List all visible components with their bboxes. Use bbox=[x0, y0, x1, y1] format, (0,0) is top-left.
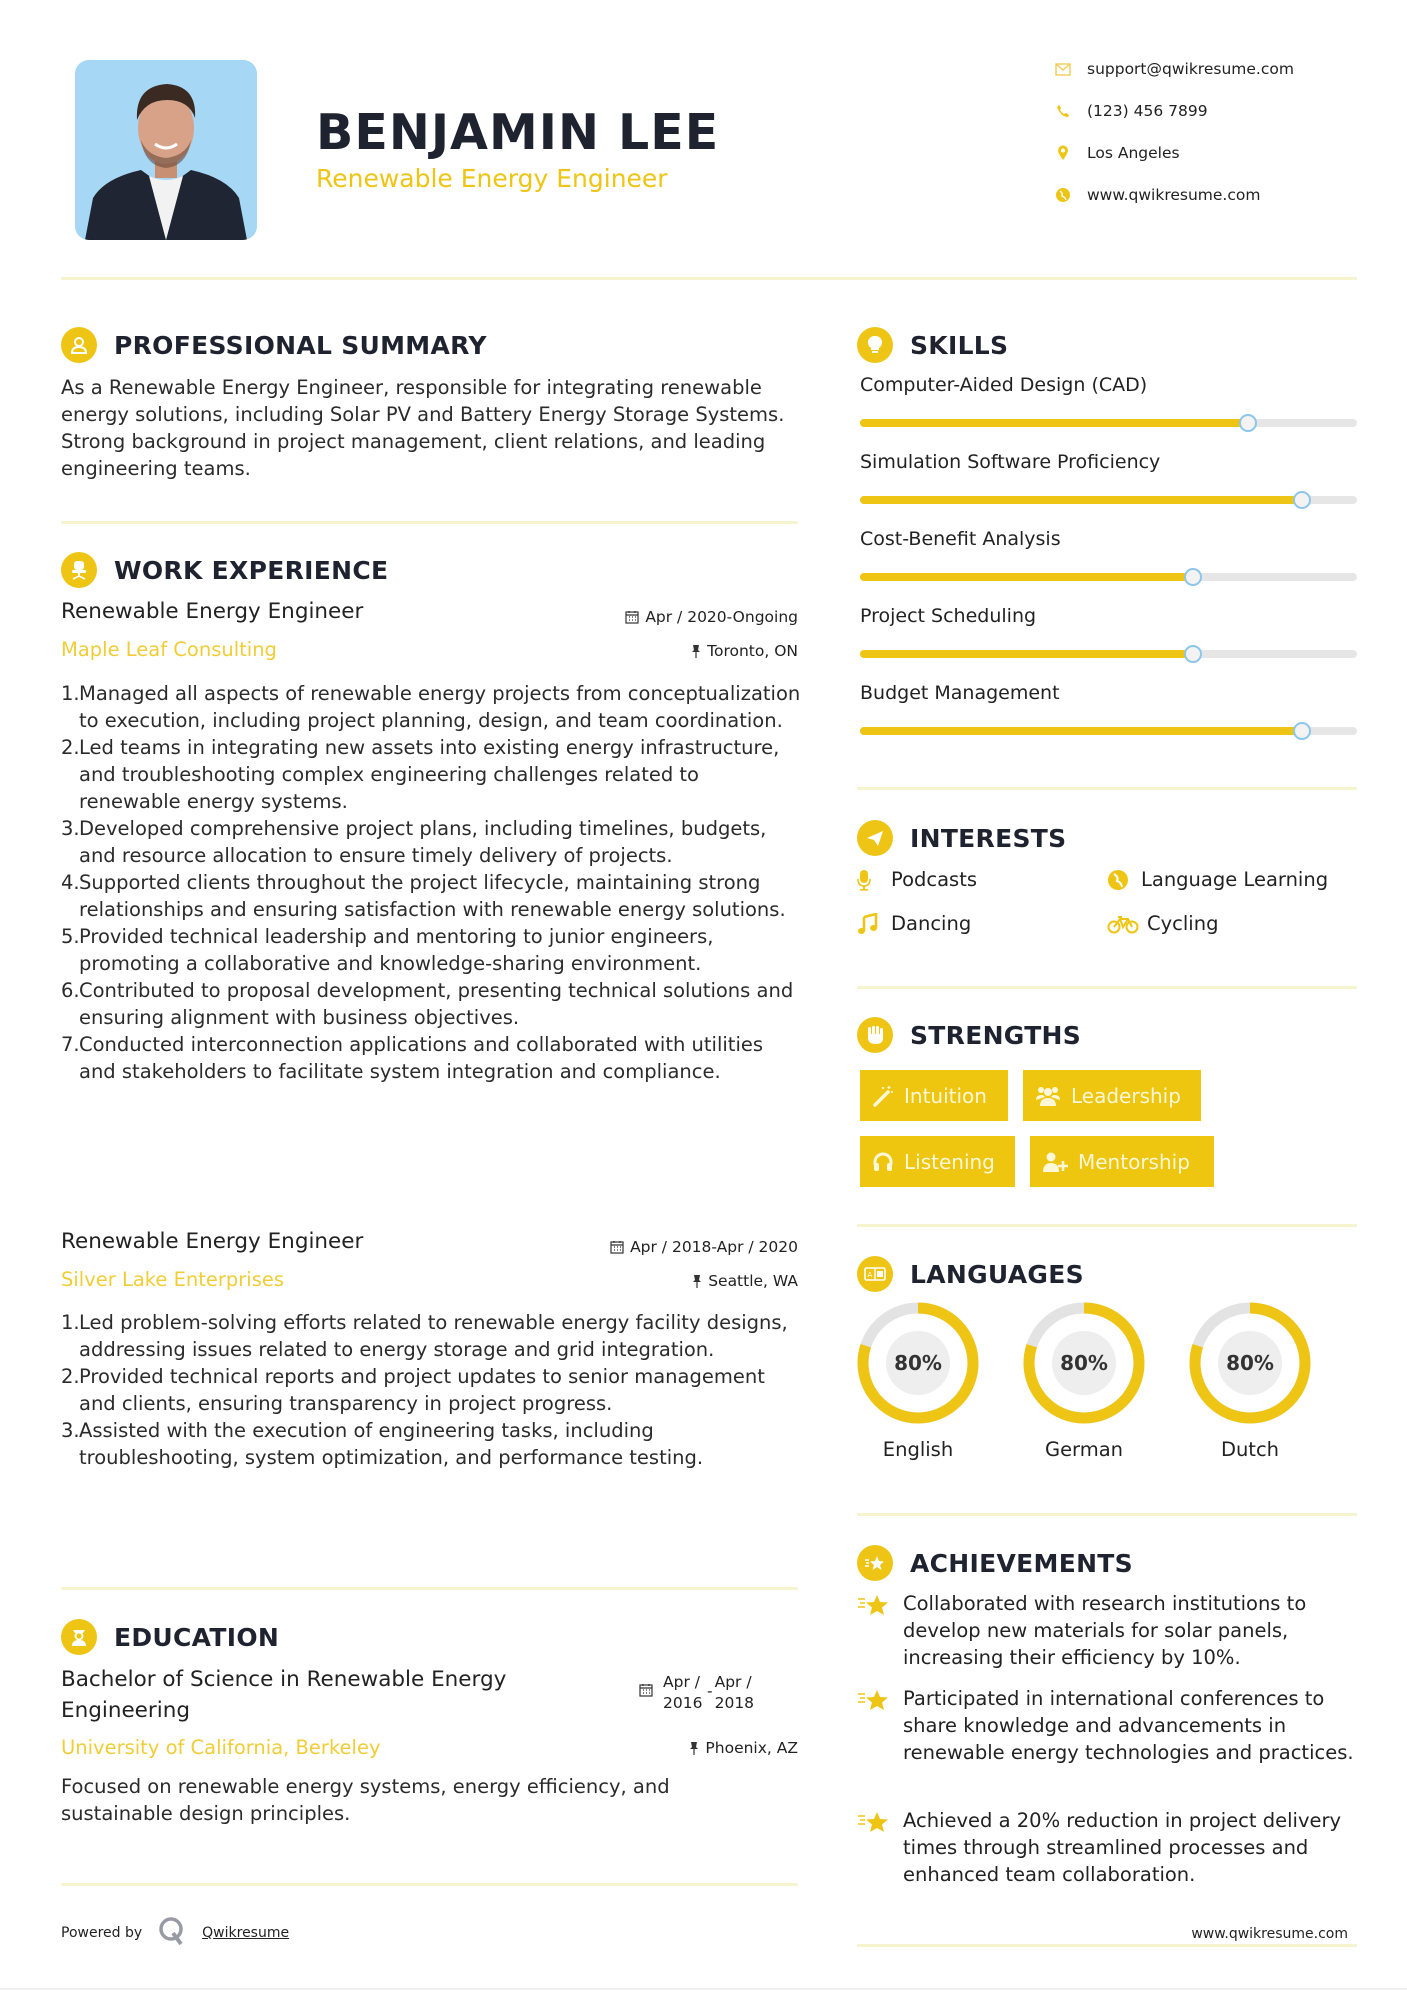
job-2-duties bbox=[61, 1309, 801, 1471]
fist-icon bbox=[857, 1017, 893, 1053]
users-icon bbox=[1035, 1085, 1061, 1107]
interest-label: Language Learning bbox=[1141, 868, 1329, 891]
job-2-dates-text: Apr / 2018-Apr / 2020 bbox=[630, 1238, 798, 1256]
education-dates bbox=[639, 1672, 759, 1714]
language-ring bbox=[1023, 1302, 1145, 1424]
achievement-item bbox=[857, 1685, 1357, 1766]
education-divider bbox=[61, 1883, 798, 1886]
education-separator: - bbox=[707, 1682, 713, 1700]
header-divider bbox=[61, 277, 1357, 280]
bicycle-icon bbox=[1107, 914, 1139, 934]
language-ring bbox=[857, 1302, 979, 1424]
headphones-icon bbox=[872, 1151, 894, 1173]
microphone-icon bbox=[857, 869, 883, 891]
skill-level-fill bbox=[860, 419, 1248, 427]
language-label: German bbox=[1044, 1438, 1124, 1461]
powered-by-label: Powered by bbox=[61, 1925, 143, 1941]
duty-item: 2. Led teams in integrating new assets into existing energy infrastructure, and troubleshooting complex engineering challenges related to renewable energy systems. bbox=[61, 736, 780, 813]
contact-phone[interactable] bbox=[1052, 99, 1208, 123]
skill-label: Cost-Benefit Analysis bbox=[860, 528, 1061, 550]
job-1-company: Maple Leaf Consulting bbox=[61, 638, 277, 661]
globe-icon bbox=[1107, 869, 1133, 891]
contact-location-text: Los Angeles bbox=[1087, 144, 1180, 162]
strength-badge-listening bbox=[860, 1136, 1015, 1187]
interest-language-learning bbox=[1107, 868, 1328, 891]
skill-label: Computer-Aided Design (CAD) bbox=[860, 374, 1148, 396]
language-percent: 80% bbox=[886, 1331, 950, 1395]
achievement-text: Achieved a 20% reduction in project delivery times through streamlined processes and enhanced team collaboration. bbox=[903, 1809, 1342, 1886]
music-note-icon bbox=[857, 913, 883, 935]
globe-icon bbox=[1052, 184, 1074, 206]
svg-text:A: A bbox=[867, 1271, 873, 1279]
contact-website[interactable] bbox=[1052, 183, 1260, 207]
achievement-text: Participated in international conferences to share knowledge and advancements in renewable energy technologies and practices. bbox=[903, 1687, 1354, 1764]
duty-item: 2. Provided technical reports and project updates to senior management and clients, ensuring transparency in project progress. bbox=[61, 1365, 765, 1415]
interests-divider bbox=[857, 986, 1357, 989]
skill-level-fill bbox=[860, 727, 1302, 735]
achievements-heading bbox=[857, 1545, 1133, 1581]
duty-item: 5. Provided technical leadership and mentoring to junior engineers, promoting a collaborative and knowledge-sharing environment. bbox=[61, 925, 714, 975]
skill-level-fill bbox=[860, 650, 1193, 658]
duty-item: 7. Conducted interconnection applications and collaborated with utilities and stakeholders to facilitate system integration and compliance. bbox=[61, 1033, 764, 1083]
strength-badge-intuition bbox=[860, 1070, 1008, 1121]
skill-level-bar bbox=[860, 727, 1357, 735]
summary-heading bbox=[61, 327, 487, 363]
degree-title: Bachelor of Science in Renewable Energy Engineering bbox=[61, 1667, 507, 1723]
interests-heading bbox=[857, 820, 1066, 856]
job-2-dates bbox=[610, 1238, 798, 1256]
strength-label: Intuition bbox=[904, 1083, 987, 1108]
education-end: Apr / 2018 bbox=[714, 1673, 755, 1712]
skill-label: Simulation Software Proficiency bbox=[860, 451, 1161, 473]
language-label: Dutch bbox=[1220, 1438, 1280, 1461]
interest-dancing bbox=[857, 912, 971, 935]
skill-level-fill bbox=[860, 573, 1193, 581]
summary-text: As a Renewable Energy Engineer, responsible for integrating renewable energy solutions, including Solar PV and Battery Energy Storage Systems. Strong background in project management, client relations, and leading engineering teams. bbox=[61, 376, 785, 480]
skill-level-knob bbox=[1293, 491, 1311, 509]
shooting-star-icon bbox=[857, 1545, 893, 1581]
job-1-location-text: Toronto, ON bbox=[707, 642, 798, 660]
job-2-company: Silver Lake Enterprises bbox=[61, 1268, 285, 1291]
duty-item: 3. Assisted with the execution of engineering tasks, including troubleshooting, system optimization, and performance testing. bbox=[61, 1419, 704, 1469]
achievement-item bbox=[857, 1590, 1357, 1671]
skill-level-knob bbox=[1239, 414, 1257, 432]
interest-label: Dancing bbox=[891, 912, 972, 935]
experience-divider bbox=[61, 1587, 798, 1590]
duty-item: 1. Managed all aspects of renewable energy projects from conceptualization to execution, including project planning, design, and team coordination. bbox=[61, 682, 801, 732]
job-1-dates bbox=[625, 608, 798, 626]
strength-label: Mentorship bbox=[1078, 1149, 1190, 1174]
education-title: EDUCATION bbox=[114, 1622, 280, 1652]
pushpin-icon bbox=[692, 1274, 702, 1288]
strengths-title: STRENGTHS bbox=[910, 1020, 1082, 1050]
job-1-title: Renewable Energy Engineer bbox=[61, 599, 364, 624]
education-location bbox=[689, 1739, 798, 1757]
education-description: Focused on renewable energy systems, energy efficiency, and sustainable design principles. bbox=[61, 1775, 670, 1825]
skill-level-bar bbox=[860, 419, 1357, 427]
qwikresume-link[interactable]: Qwikresume bbox=[202, 1925, 290, 1941]
qwikresume-logo-icon bbox=[158, 1916, 186, 1950]
strengths-divider bbox=[857, 1224, 1357, 1227]
duty-item: 3. Developed comprehensive project plans, including timelines, budgets, and resource allocation to ensure timely delivery of projects. bbox=[61, 817, 767, 867]
interest-podcasts bbox=[857, 868, 977, 891]
education-start: Apr / 2016 bbox=[663, 1673, 703, 1712]
interests-title: INTERESTS bbox=[910, 823, 1067, 853]
office-chair-icon bbox=[61, 552, 97, 588]
education-heading bbox=[61, 1619, 279, 1655]
user-plus-icon bbox=[1042, 1151, 1068, 1173]
school-name: University of California, Berkeley bbox=[61, 1736, 381, 1759]
skill-level-bar bbox=[860, 573, 1357, 581]
calendar-icon bbox=[610, 1240, 624, 1254]
profile-photo bbox=[75, 60, 257, 240]
interest-cycling bbox=[1107, 912, 1218, 935]
experience-heading bbox=[61, 552, 388, 588]
contact-email-text: support@qwikresume.com bbox=[1087, 60, 1294, 78]
skills-title: SKILLS bbox=[910, 330, 1009, 360]
skill-level-knob bbox=[1184, 645, 1202, 663]
magic-wand-icon bbox=[872, 1085, 894, 1107]
footer-powered-by bbox=[61, 1916, 289, 1950]
job-1-dates-text: Apr / 2020-Ongoing bbox=[645, 608, 798, 626]
skills-heading bbox=[857, 327, 1008, 363]
languages-title: LANGUAGES bbox=[910, 1259, 1084, 1289]
skill-level-bar bbox=[860, 496, 1357, 504]
skill-level-fill bbox=[860, 496, 1302, 504]
languages-divider bbox=[857, 1513, 1357, 1516]
strengths-heading bbox=[857, 1017, 1081, 1053]
interest-label: Cycling bbox=[1147, 912, 1219, 935]
map-pin-icon bbox=[1052, 142, 1074, 164]
contact-email[interactable] bbox=[1052, 57, 1294, 81]
job-2-location bbox=[692, 1272, 798, 1290]
languages-heading bbox=[857, 1256, 1084, 1292]
language-ring bbox=[1189, 1302, 1311, 1424]
pushpin-icon bbox=[689, 1741, 699, 1755]
strength-label: Listening bbox=[904, 1149, 995, 1174]
language-label: English bbox=[882, 1438, 954, 1461]
strength-badge-leadership bbox=[1023, 1070, 1201, 1121]
skills-divider bbox=[857, 787, 1357, 790]
strength-badge-mentorship bbox=[1030, 1136, 1214, 1187]
job-1-duties bbox=[61, 680, 801, 1085]
achievement-text: Collaborated with research institutions to develop new materials for solar panels, increasing their efficiency by 10%. bbox=[903, 1592, 1307, 1669]
education-location-text: Phoenix, AZ bbox=[705, 1739, 798, 1757]
pushpin-icon bbox=[691, 644, 701, 658]
duty-item: 1. Led problem-solving efforts related to renewable energy facility designs, addressing issues related to energy storage and grid integration. bbox=[61, 1311, 788, 1361]
contact-location bbox=[1052, 141, 1180, 165]
footer-website[interactable]: www.qwikresume.com bbox=[1191, 1926, 1348, 1942]
experience-title: WORK EXPERIENCE bbox=[114, 555, 389, 585]
skill-level-knob bbox=[1293, 722, 1311, 740]
summary-title: PROFESSIONAL SUMMARY bbox=[114, 330, 487, 360]
contact-phone-text: (123) 456 7899 bbox=[1087, 102, 1208, 120]
envelope-icon bbox=[1052, 58, 1074, 80]
person-photo-icon bbox=[75, 60, 257, 240]
job-2-location-text: Seattle, WA bbox=[708, 1272, 798, 1290]
calendar-icon bbox=[625, 610, 639, 624]
skill-label: Budget Management bbox=[860, 682, 1060, 704]
shooting-star-icon bbox=[857, 1590, 903, 1671]
achievements-divider bbox=[857, 1944, 1357, 1947]
duty-item: 6. Contributed to proposal development, presenting technical solutions and ensuring alignment with business objectives. bbox=[61, 979, 794, 1029]
duty-item: 4. Supported clients throughout the project lifecycle, maintaining strong relationships and ensuring satisfaction with renewable energy solutions. bbox=[61, 871, 786, 921]
translate-icon bbox=[857, 1256, 893, 1292]
strength-label: Leadership bbox=[1071, 1083, 1181, 1108]
contact-website-text: www.qwikresume.com bbox=[1087, 186, 1261, 204]
user-icon bbox=[61, 327, 97, 363]
skill-level-bar bbox=[860, 650, 1357, 658]
summary-divider bbox=[61, 521, 798, 524]
language-percent: 80% bbox=[1218, 1331, 1282, 1395]
candidate-name: BENJAMIN LEE bbox=[316, 104, 720, 161]
shooting-star-icon bbox=[857, 1807, 903, 1888]
lightbulb-icon bbox=[857, 327, 893, 363]
calendar-icon bbox=[639, 1682, 653, 1698]
language-percent: 80% bbox=[1052, 1331, 1116, 1395]
skill-label: Project Scheduling bbox=[860, 605, 1037, 627]
shooting-star-icon bbox=[857, 1685, 903, 1766]
achievement-item bbox=[857, 1807, 1357, 1888]
interest-label: Podcasts bbox=[891, 868, 978, 891]
skill-level-knob bbox=[1184, 568, 1202, 586]
phone-icon bbox=[1052, 100, 1074, 122]
job-2-title: Renewable Energy Engineer bbox=[61, 1229, 364, 1254]
candidate-title: Renewable Energy Engineer bbox=[316, 164, 668, 193]
job-1-location bbox=[691, 642, 798, 660]
graduate-icon bbox=[61, 1619, 97, 1655]
paper-plane-icon bbox=[857, 820, 893, 856]
achievements-title: ACHIEVEMENTS bbox=[910, 1548, 1133, 1578]
